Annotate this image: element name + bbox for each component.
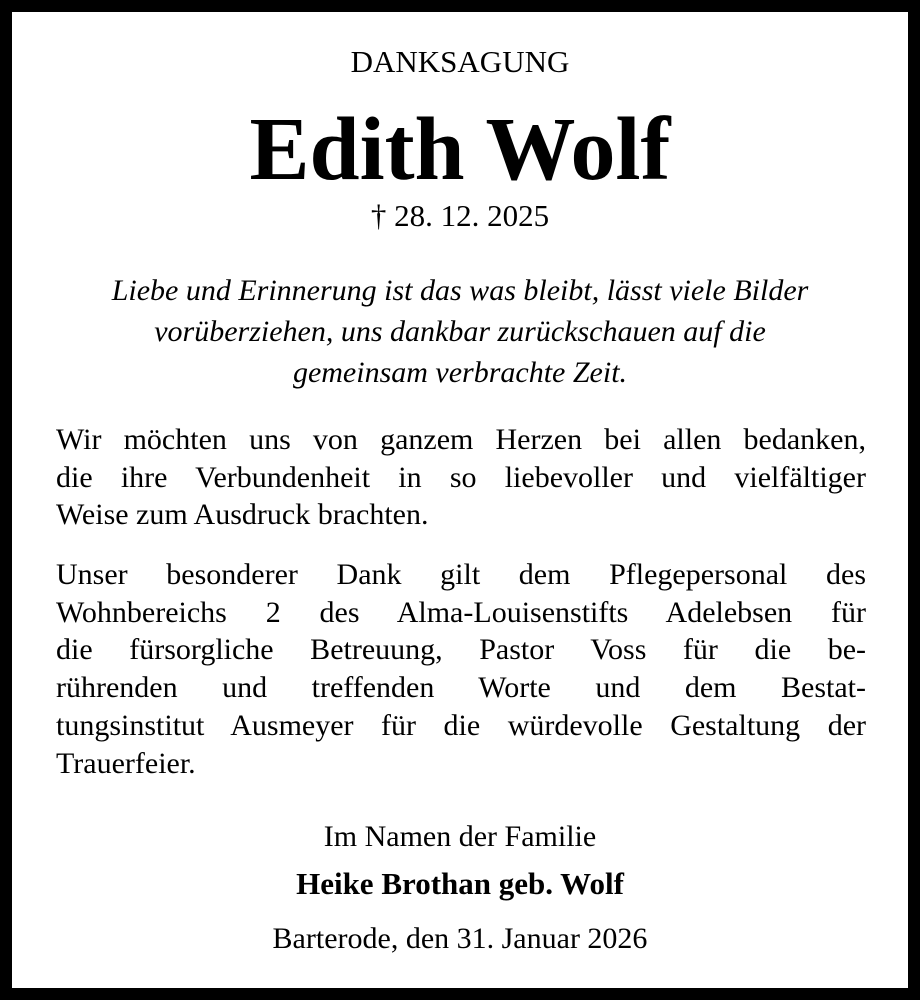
paragraph-line: rührenden und treffenden Worte und dem Bestat-: [56, 671, 866, 705]
death-date: † 28. 12. 2025: [370, 198, 550, 233]
signer-name: Heike Brothan geb. Wolf: [296, 866, 624, 901]
memorial-quote: [0, 270, 920, 393]
quote-line: Liebe und Erinnerung ist das was bleibt, lässt viele Bilder: [111, 274, 809, 307]
paragraph-line: die fürsorgliche Betreuung, Pastor Voss für die be-: [56, 633, 866, 667]
closing-line: Im Namen der Familie: [323, 820, 597, 853]
special-thanks-paragraph: [56, 556, 866, 782]
place-date: Barterode, den 31. Januar 2026: [272, 922, 648, 955]
paragraph-line: tungsinstitut Ausmeyer für die würdevolle Gestaltung der: [56, 708, 866, 742]
paragraph-line: Unser besonderer Dank gilt dem Pflegepersonal des: [56, 558, 866, 591]
thanks-paragraph: [56, 421, 866, 534]
paragraph-line: Trauerfeier.: [56, 746, 196, 780]
quote-line: gemeinsam verbrachte Zeit.: [292, 356, 628, 389]
paragraph-line: Wir möchten uns von ganzem Herzen bei allen bedanken,: [56, 423, 866, 456]
notice-heading: DANKSAGUNG: [350, 44, 570, 79]
deceased-name: Edith Wolf: [249, 100, 671, 199]
paragraph-line: die ihre Verbundenheit in so liebevoller und vielfältiger: [56, 460, 866, 494]
paragraph-line: Weise zum Ausdruck brachten.: [56, 498, 429, 532]
quote-line: vorüberziehen, uns dankbar zurückschauen auf die: [154, 315, 766, 348]
paragraph-line: Wohnbereichs 2 des Alma-Louisenstifts Adelebsen für: [56, 595, 866, 629]
